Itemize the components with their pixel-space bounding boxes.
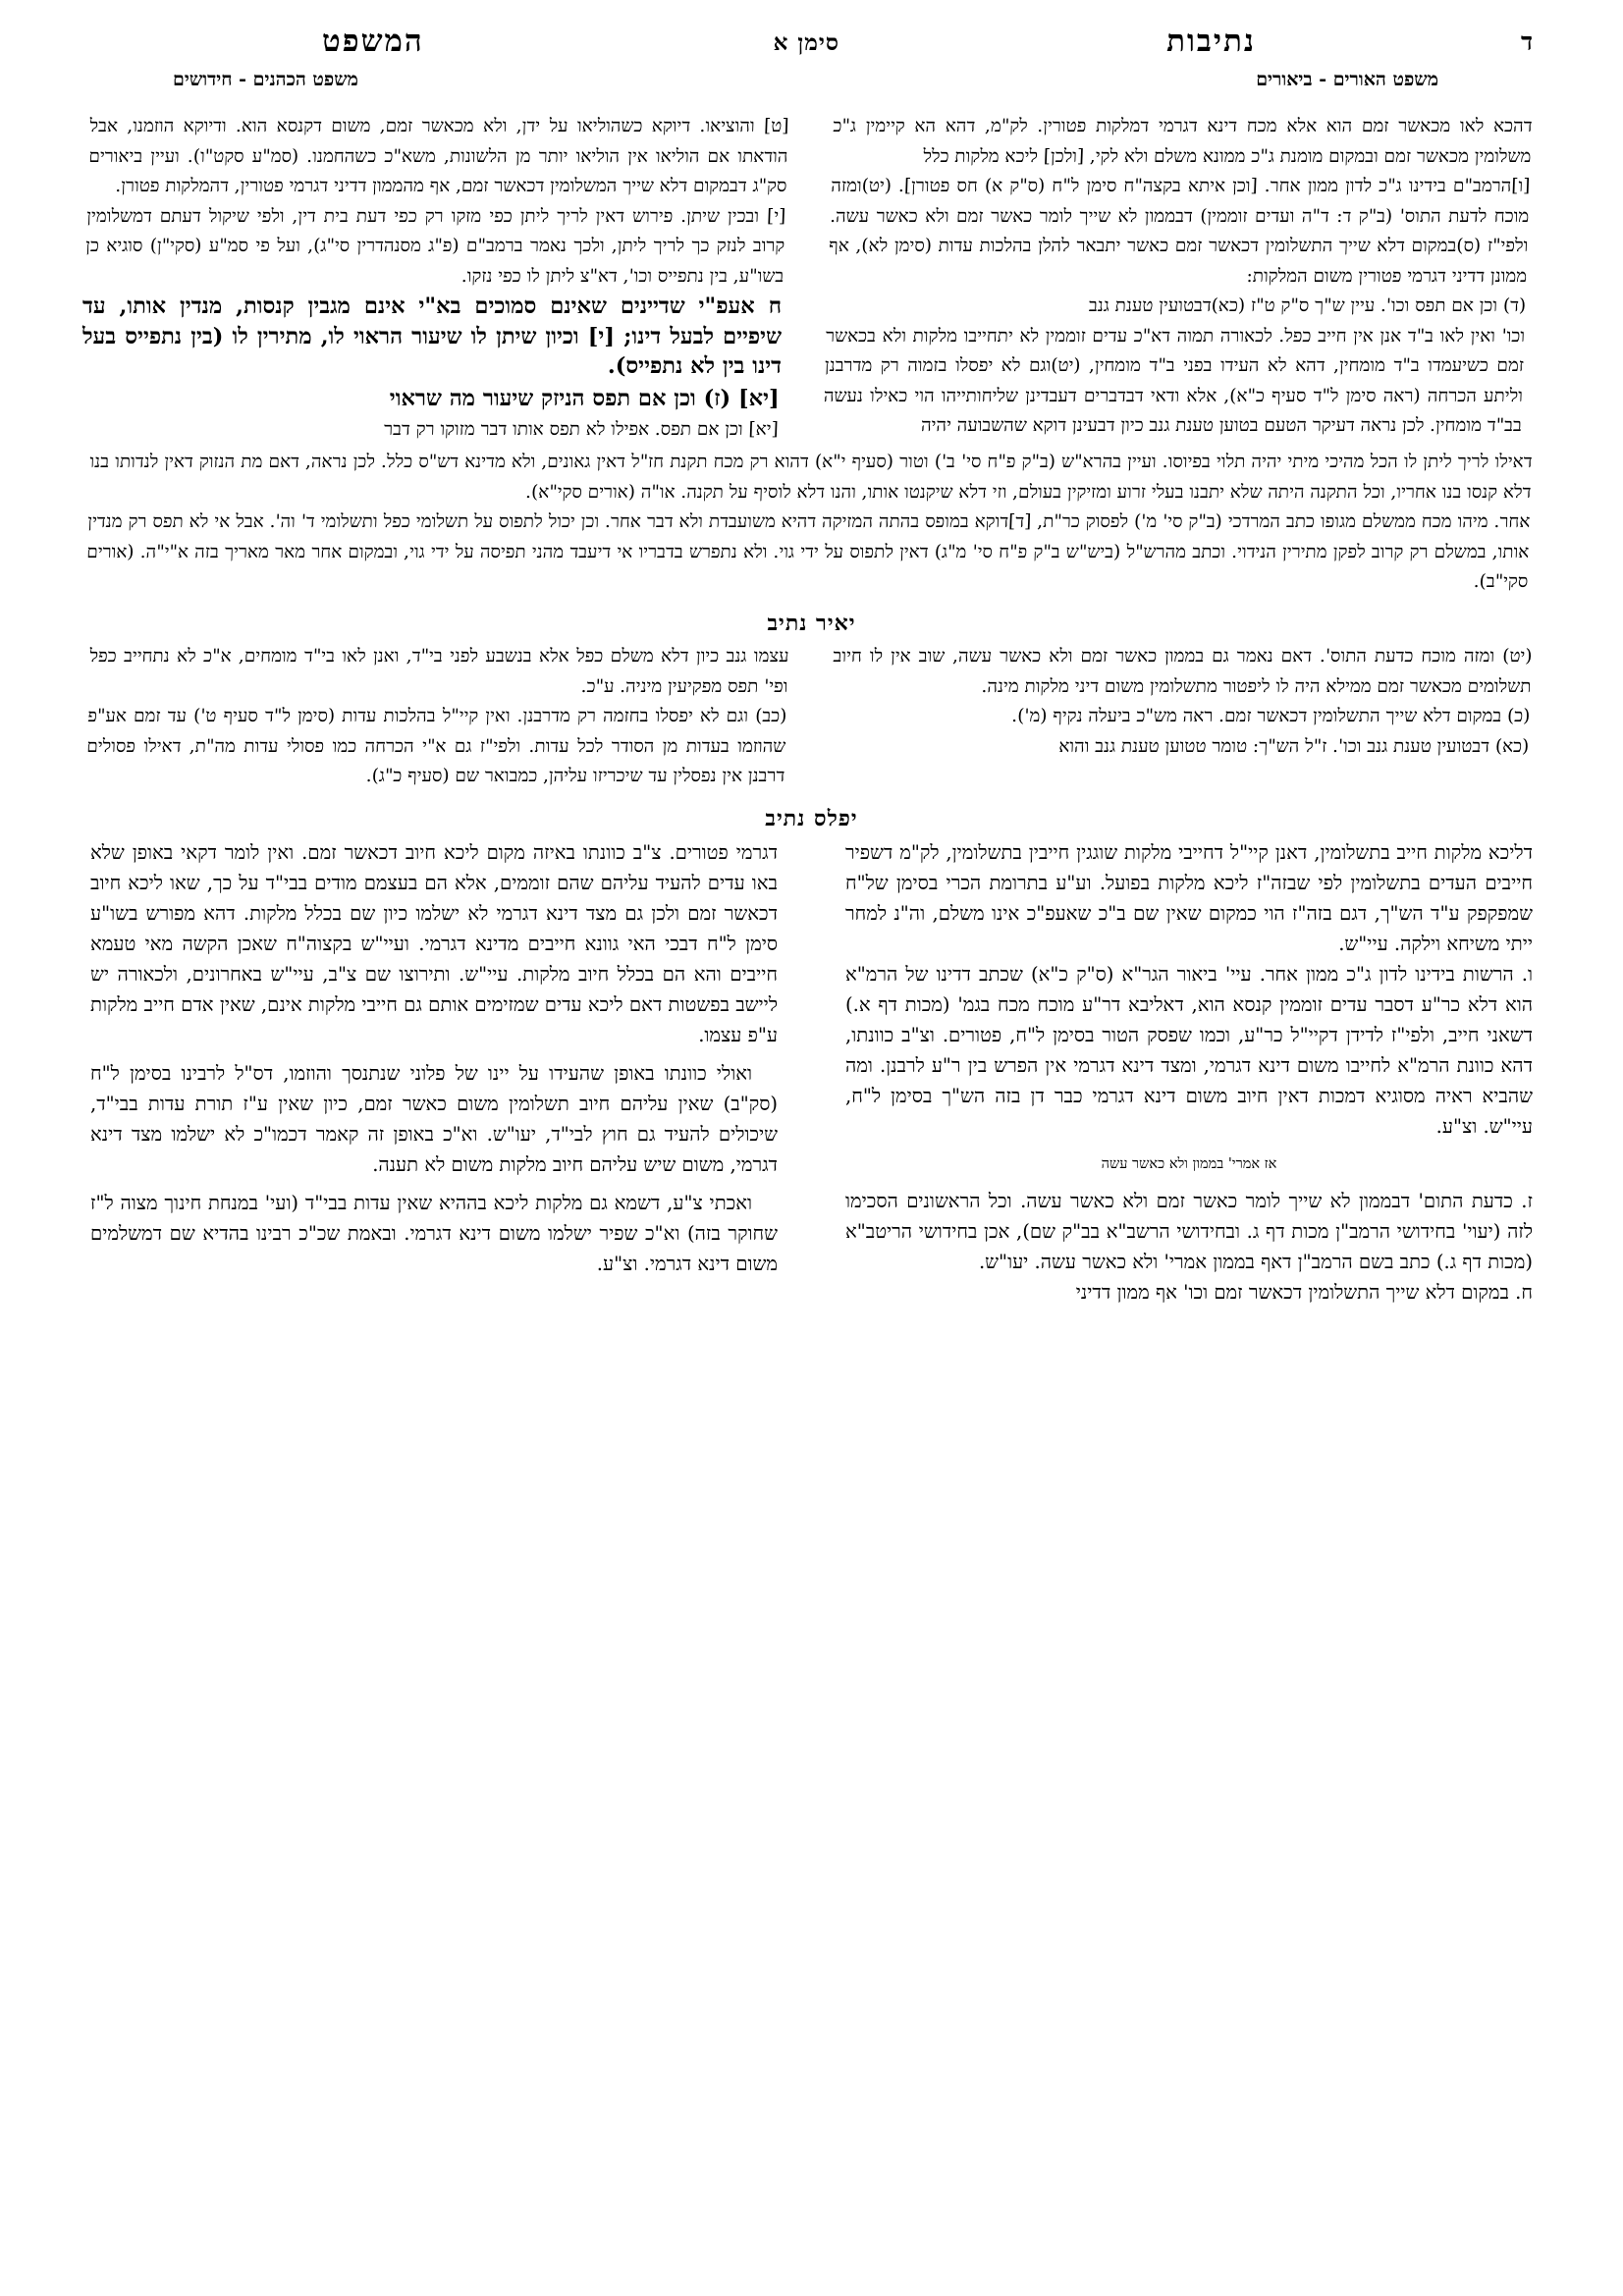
beurim-right-para-4: וכו' ואין לאו ב"ד אנן אין חייב כפל. לכאורה תמוה דא"כ עדים זוממין לא יתחייבו מלקות ולא בכאשר זמם כשיעמדו ב"ד מומחין, דהא לא העידו בפני ב"ד מומחין, (יט)וגם לא יפסלו בזמוה רק מדרבנן וליתע הכרחה (ראה סימן ל"ד סעיף כ"א), אלא ודאי דבדברים דעבדינן שליחותייהו הוי כאילו נעשה בב"ד מומחין. לכן נראה דעיקר הטעם בטוען טענת גנב כיון דבעינן דוקא שהשבועה יהיה — [823, 325, 1526, 436]
section-heading-yair-nativ: יאיר נתיב — [767, 611, 856, 636]
beurim-fullwidth-para-1: דאילו לריך ליתן לו הכל מהיכי מיתי יהיה תלוי בפיוסו. ועיין בהרא"ש (ב"ק פ"ח סי' ב') וטור (סעיף י"א) דהוא רק מכח תקנת חז"ל דאין גאונים, ולא מדינא דש"ס כלל. לכן נראה, דאם מת הנזוק דאין לנדותו בנו דלא קנסו בנו אחריו, וכל התקנה היתה שלא יתבנו בעלי זרוע ומזיקין בעולם, וזי דלא שיקנטו אותו, והנו דלא לוסיף על תקנה. או"ה (אורים סקי"א). — [89, 451, 1533, 502]
beurim-right-para-2: [ו]הרמב"ם בידינו ג"כ לדון ממון אחר. [וכן איתא בקצה"ח סימן ל"ח (ס"ק א) חס פטורן]. (יט)ומזה מוכח לדעת התוס' (ב"ק ד: ד"ה ועדים זוממין) דבממון לא שייך לומר כאשר זמם ולא כאשר עשה. ולפי"ז (ס)במקום דלא שייך התשלומין דכאשר זמם כאשר יתבאר להלן בהלכות עדות (סימן לא), אף ממונן דדיני דגרמי פטורין משום המלקות: — [828, 176, 1531, 287]
yefales-right-para-1: דליכא מלקות חייב בתשלומין, דאנן קיי"ל דחייבי מלקות שוגגין חייבין בתשלומין, לק"מ דשפיר חייבים העדים בתשלומין לפי שבזה"ז ליכא מלקות בפועל. וע"ע בתרומת הכרי בסימן של"ח שמפקפק ע"ד הש"ך, דגם בזה"ז הוי כמקום שאין שם ב"כ שאעפ"כ אינו משלם, וה"נ למחר ייתי משיחא וילקה. עיי"ש. — [845, 840, 1533, 955]
beurim-left-para-3: [יא] וכן אם תפס. אפילו לא תפס אותו דבר מזוקו רק דבר — [383, 419, 780, 440]
beurim-left-para-1: [ט] והוציאו. דיוקא כשהוליאו על ידן, ולא מכאשר זמם, משום דקנסא הוא. ודיוקא הוזמנו, אבל הודאתו אם הוליאו אין הוליאו יותר מן הלשונות, משא"כ כשהחמנו. (סמ"ע סקט"ו). ועיין ביאורים סק"ג דבמקום דלא שייך המשלומין דכאשר זמם, אף מהממון דדיני דגרמי פטורין, דהמלקות פטורן. — [88, 116, 789, 196]
yair-nativ-right-para-2: (כ) במקום דלא שייך התשלומין דכאשר זמם. ראה מש"כ ביעלה נקיף (מ'). — [1010, 706, 1531, 726]
yair-nativ-left-column — [85, 642, 789, 792]
yefales-left-para-1: דגרמי פטורים. צ"ב כוונתו באיזה מקום ליכא חיוב דכאשר זמם. ואין לומר דקאי באופן שלא באו עדים להעיד עליהם שהם זוממים, אלא הם בעצמם מודים בבי"ד על כך, שאו ליכא חיוב דכאשר זמם ולכן גם מצד דינא דגרמי לא ישלמו כיון שם בכלל מלקות. דהא מפורש בשו"ע סימן ל"ח דבכי האי גוונא חייבים מדינא דגרמי. ועיי"ש בקצוה"ח שאכן הקשה מאי טעמא חייבים והא הם בכלל חיוב מלקות. עיי"ש. ותירוצו שם צ"ב, עיי"ש באחרונים, ולכאורה יש ליישב בפשטות דאם ליכא עדים שמזימים אותם גם חייבי מלקות אינם, שאין אדם חייב מלקות ע"פ עצמו. — [90, 840, 778, 1046]
header-siman-number: סימן א — [773, 29, 839, 56]
beurim-left-column — [79, 112, 789, 446]
header-title-right: נתיבות — [1166, 24, 1256, 59]
yefales-nativ-right-column — [845, 837, 1533, 1308]
yair-nativ-right-column — [829, 642, 1533, 792]
yair-nativ-right-para-3: (כא) דבטועין טענת גנב וכו'. ז"ל הש"ך: טומר טטוען טענת גנב והוא — [1057, 735, 1530, 757]
yefales-mini-caption: אז אמרי' בממון ולא כאשר עשה — [1101, 1155, 1277, 1172]
yair-nativ-right-para-1: (יט) ומזה מוכח כדעת התוס'. דאם נאמר גם בממון כאשר זמם ולא כאשר עשה, שוב אין לו חיוב תשלומים מכאשר זמם ממילא היה לו ליפטור מתשלומין משום דיני מלקות מינה. — [833, 646, 1533, 697]
paragraph-gap-1 — [90, 1050, 778, 1058]
beurim-two-column-block — [82, 112, 1533, 446]
header-title-left: המשפט — [322, 24, 424, 59]
header-subtitle-row — [90, 69, 1533, 108]
header-subtitle-left: משפט הכהנים - חידושים — [173, 69, 358, 90]
yefales-left-para-3: ואכתי צ"ע, דשמא גם מלקות ליכא בההיא שאין עדות בבי"ד (ועי' במנחת חינוך מצוה ל"ז שחוקר בזה) וא"כ שפיר ישלמו משום דינא דגרמי. ובאמת שכ"כ רבינו בהדיא שם דמשלמים משום דינא דגרמי. וצ"ע. — [90, 1191, 778, 1275]
yefales-right-para-2: ו. הרשות בידינו לדון ג"כ ממון אחר. עיי' ביאור הגר"א (ס"ק כ"א) שכתב דדינו של הרמ"א הוא דלא כר"ע דסבר עדים זוממין קנסא הוא, דאליבא דר"ע מוכח מכח בגמ' (מכות דף א.) דשאני חייב, ולפי"ז לדידן דקיי"ל כר"ע, וכמו שפסק הטור בסימן ל"ח, פטורים. וצ"ב כוונתו, דהא כוונת הרמ"א לחייבו משום דינא דגרמי, ומצד דינא דגרמי אין הפרש בין ר"ע לרבנן. ומה שהביא ראיה מסוגיא דמכות דאין חיוב משום דינא דגרמי כבר דן בזה הש"ך בסימן ל"ח, עיי"ש. וצ"ע. — [845, 962, 1533, 1138]
beurim-left-para-2: [י] ובכין שיתן. פירוש דאין לריך ליתן כפי מזקו רק כפי דעת בית דין, ולפי שיקול דעתם דמשלומין קרוב לנזק כך לריך ליתן, ולכך נאמר ברמב"ם (פ"ג מסנהדרין סי"ג), ועל פי סמ"ע (סקי"ן) סוגיא כן בשו"ע, בין נתפייס וכו', דא"צ ליתן לו כפי נזקו. — [84, 205, 786, 287]
yefales-nativ-two-column-block — [90, 837, 1533, 1308]
beurim-right-para-3: (ד) וכן אם תפס וכו'. עיין ש"ך ס"ק ט"ז (כא)דבטועין טענת גנב — [1088, 295, 1527, 316]
yefales-right-para-3: ז. כדעת התום' דבממון לא שייך לומר כאשר זמם ולא כאשר עשה. וכל הראשונים הסכימו לזה (יעוי' בחידושי הרמב"ן מכות דף ג. ובחידושי הרשב"א בב"ק שם), אכן בחידושי הריטב"א (מכות דף ג.) כתב בשם הרמב"ן דאף בממון אמרי' ולא כאשר עשה. יעו"ש. — [845, 1189, 1533, 1273]
yair-nativ-two-column-block — [85, 642, 1533, 792]
beurim-bold-inline-1: ח אעפ"י שדיינים שאינם סמוכים בא"י אינם מגבין קנסות, מנדין אותו, עד שיפיים לבעל דינו; [י] וכיון שיתן לו שיעור הראוי לו, מתירין לו (בין נתפייס בעל דינו בין לא נתפייס). — [82, 294, 783, 379]
yefales-left-para-2: ואולי כוונתו באופן שהעידו על יינו של פלוני שנתנסך והוזמו, דס"ל לרבינו בסימן ל"ח (סק"ב) שאין עליהם חיוב תשלומין משום כאשר זמם, כיון שאין ע"ז תורת עדות בבי"ד, שיכולים להעיד גם חוץ לבי"ד, יעו"ש. וא"כ באופן זה קאמר דכמו"כ לא ישלמו מצד דינא דגרמי, משום שיש עליהם חיוב מלקות משום לא תענה. — [90, 1061, 778, 1176]
section-heading-yefales-nativ: יפלס נתיב — [764, 805, 859, 831]
beurim-fullwidth-para-2: אחר. מיהו מכח ממשלם מגופו כתב המרדכי (ב"ק סי' מ') לפסוק כר"ת, [ד]דוקא במופס בהתה המזיקה דהיא משועבדת ולא דבר אחר. וכן יכול לתפוס על תשלומי כפל ותשלומי ד' וה'. אבל אי לא תפס רק מנדין אותו, במשלם רק קרוב לפקן מתירין הנידוי. וכתב מהרש"ל (ביש"ש ב"ק פ"ח סי' מ"ג) דאין לתפוס על ידי גוי. ולא נתפרש בדבריו אי דיעבד מהני תפיסה על ידי גוי, ובמקום אחר מאר מאריך בזה א"י"ה. (אורים סקי"ב). — [85, 510, 1531, 592]
beurim-right-para-1: דהכא לאו מכאשר זמם הוא אלא מכח דינא דגרמי דמלקות פטורין. לק"מ, דהא הא קיימין ג"כ משלומין מכאשר זמם ובמקום מומנת ג"כ ממונא משלם ולא לקי, [ולכן] ליכא מלקות כלל — [833, 116, 1533, 167]
header-subtitle-right: משפט האורים - ביאורים — [1256, 69, 1438, 90]
yair-nativ-left-para-2: (כב) וגם לא יפסלו בחזמה רק מדרבנן. ואין קיי"ל בהלכות עדות (סימן ל"ד סעיף ט') עד זמם אע"פ שהוזמו בעדות מן הסודר לכל עדות. ולפי"ז גם א"י הכרחה כמו פסולי עדות מה"ת, דאילו פסולים דרבנן אין נפסלין עד שיכריזו עליהן, כמבואר שם (סעיף כ"ג). — [85, 706, 787, 786]
header-title-row — [90, 24, 1533, 69]
yair-nativ-left-para-1: עצמו גנב כיון דלא משלם כפל אלא בנשבע לפני בי"ד, ואנן לאו בי"ד מומחים, א"כ לא נתחייב כפל ופי' תפס מפקיעין מיניה. ע"כ. — [89, 646, 789, 697]
folio-marker: ד — [1520, 27, 1533, 56]
page-header — [90, 24, 1533, 108]
yefales-nativ-left-column — [90, 837, 778, 1308]
beurim-fullwidth-block — [85, 448, 1533, 598]
page-inner — [82, 24, 1533, 1308]
beurim-right-column — [822, 112, 1533, 446]
paragraph-gap-2 — [90, 1180, 778, 1188]
beurim-bold-inline-2: [יא] (ז) וכן אם תפס הניזק שיעור מה שראוי — [389, 385, 780, 411]
yefales-right-para-4: ח. במקום דלא שייך התשלומין דכאשר זמם וכו' אף ממון דדיני — [1075, 1280, 1533, 1304]
